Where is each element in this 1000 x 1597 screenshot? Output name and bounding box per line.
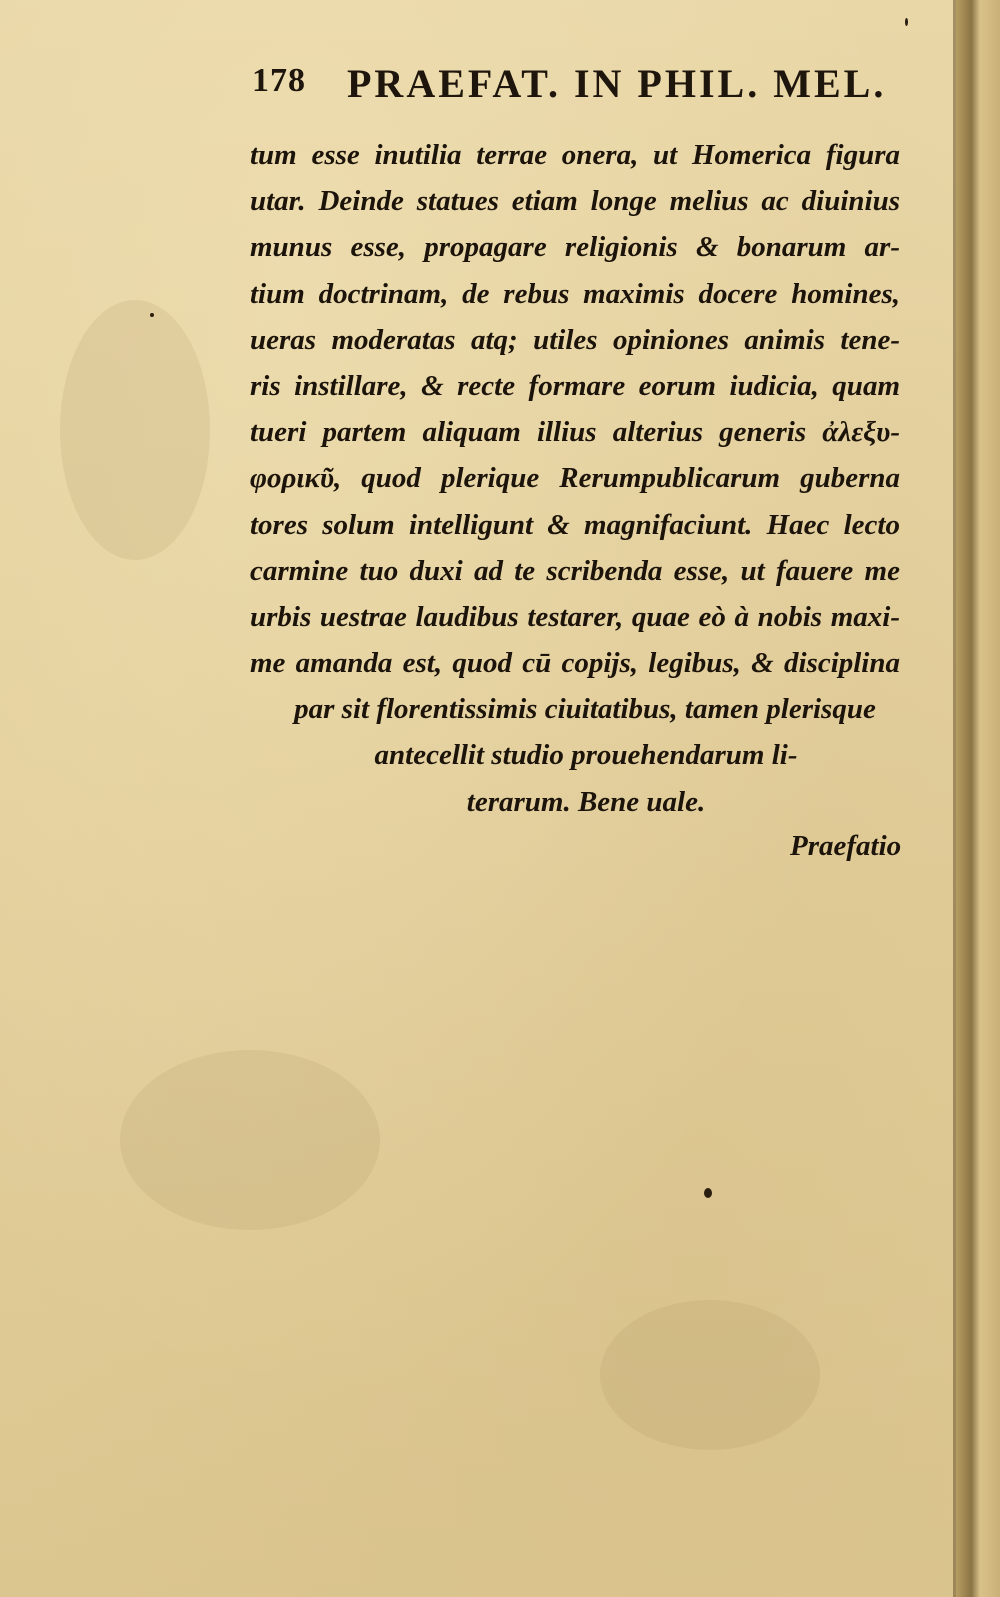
text-line: munus esse, propagare religionis & bonarum ar- [250, 231, 900, 264]
text-line: tores solum intelligunt & magnifaciunt. Haec lecto [250, 508, 900, 541]
text-line: antecellit studio prouehendarum li- [374, 739, 798, 772]
text-line: tium doctrinam, de rebus maximis docere homines, [250, 277, 900, 310]
text-line: φορικῦ, quod plerique Rerumpublicarum guberna [250, 462, 900, 495]
text-line: utar. Deinde statues etiam longe melius ac diuinius [250, 185, 900, 218]
text-line: par sit florentissimis ciuitatibus, tamen plerisque [294, 693, 876, 726]
ink-speck [150, 313, 154, 317]
text-line: tum esse inutilia terrae onera, ut Homerica figura [250, 139, 900, 171]
page-number: 178 [252, 62, 306, 99]
paper-stain [120, 1050, 380, 1230]
ink-speck [905, 18, 908, 26]
paper-stain [60, 300, 210, 560]
page-header [252, 62, 912, 112]
text-line: urbis uestrae laudibus testarer, quae eò à nobis maxi- [250, 600, 900, 633]
paper-stain [600, 1300, 820, 1450]
running-head: PRAEFAT. IN PHIL. MEL. [347, 61, 887, 106]
text-line: ris instillare, & recte formare eorum iudicia, quam [250, 369, 900, 402]
text-line: carmine tuo duxi ad te scribenda esse, ut fauere me [250, 554, 900, 587]
text-line: terarum. Bene uale. [466, 785, 706, 818]
ink-speck [704, 1188, 712, 1198]
text-line: tueri partem aliquam illius alterius generis ἀλεξυ- [250, 416, 900, 449]
text-line: me amanda est, quod cū copijs, legibus, & disciplina [250, 647, 900, 680]
text-line: ueras moderatas atq; utiles opiniones animis tene- [250, 323, 900, 356]
catchword: Praefatio [790, 830, 902, 862]
page-edge [956, 0, 1000, 1597]
body-text [250, 132, 920, 825]
